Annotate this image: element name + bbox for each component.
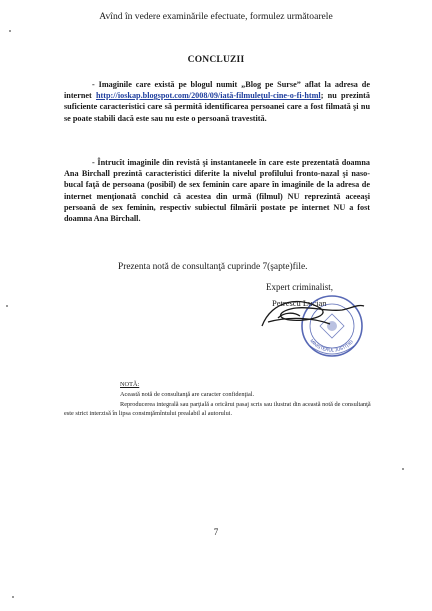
handwritten-signature-icon	[262, 302, 364, 326]
scan-speck	[402, 468, 404, 470]
nota-title: NOTĂ:	[120, 381, 140, 388]
stamp-text: MINISTERUL JUSTIŢIEI	[309, 338, 354, 353]
signature-block	[260, 282, 370, 372]
scan-speck	[6, 305, 8, 307]
nota-reproduction: Reproducerea integrală sau parţială a oricărui pasaj scris sau ilustrat din această notă de consultanţă este strict interzisă în lipsa consimţămîntului prealabil al autorului.	[64, 401, 371, 417]
section-heading: CONCLUZII	[187, 55, 245, 65]
scan-speck	[12, 596, 14, 598]
paragraph-1-text-start: - Imaginile care există pe blogul numit „Blog pe Surse” aflat la adresa de internet	[64, 80, 370, 101]
expert-name: Petrescu Lucian	[272, 298, 327, 308]
scan-speck	[9, 30, 11, 32]
signature-stamp-graphic	[260, 282, 370, 372]
conclusion-paragraph-1	[64, 79, 370, 124]
conclusion-paragraph-2: - Întrucît imaginile din revistă şi instantaneele în care este prezentată doamna Ana Birchall prezintă caracteristici diferite la nivelul profilului fronto-nazal şi naso-bucal faţă de persoana (posibil) de sex feminin care apare în imaginile de la adresa de internet menţionată conchid că acestea din urmă (filmul) NU reprezintă aceeaşi persoană de sex feminin, respectiv subiectul filmării postate pe internet NU a fost doamna Ana Birchall.	[64, 158, 370, 224]
page-number: 7	[213, 527, 219, 537]
paragraph-1-text-end: ; nu prezintă suficiente caracteristici care să permită identificarea persoanei care a fost filmată şi nu se poate stabili dacă este sau nu este o persoană travestită.	[64, 91, 370, 123]
pages-note: Prezenta notă de consultanţă cuprinde 7(şapte)file.	[118, 262, 308, 272]
intro-line: Avînd în vedere examinările efectuate, formulez următoarele	[99, 11, 333, 22]
official-stamp-icon	[302, 296, 362, 356]
blog-link[interactable]: http://ioskap.blogspot.com/2008/09/iată-filmuleţul-cine-o-fi-html	[96, 91, 321, 101]
nota-confidential: Această notă de consultanţă are caracter confidenţial.	[120, 391, 255, 398]
expert-title: Expert criminalist,	[266, 282, 333, 292]
